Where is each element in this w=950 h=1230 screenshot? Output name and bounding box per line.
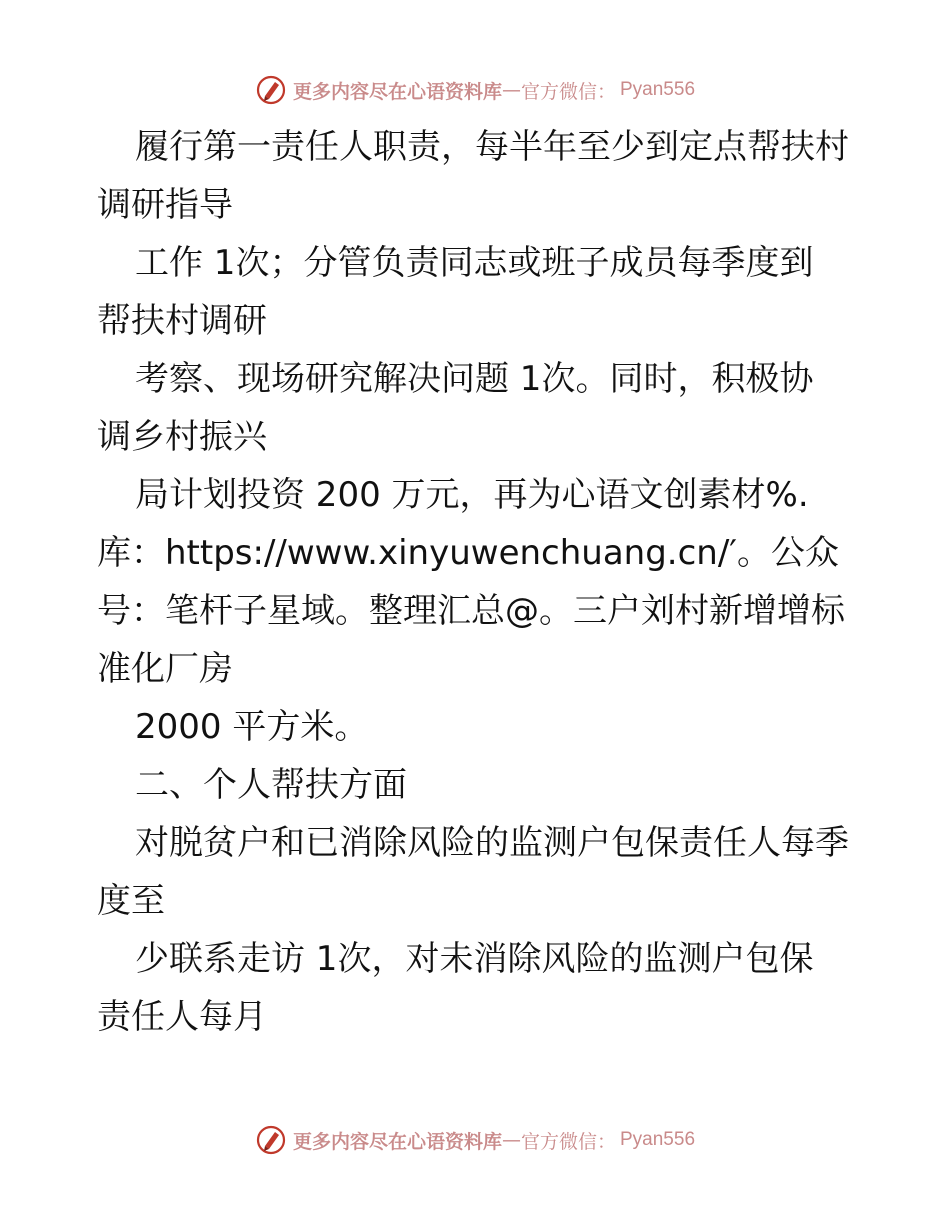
watermark-wechat-label: 官方微信： <box>520 80 616 103</box>
pen-logo-icon <box>255 1124 287 1156</box>
watermark-banner-bottom <box>0 1120 950 1160</box>
watermark-wechat-id: Pyan556 <box>620 1129 696 1150</box>
text-line: 度至 <box>97 881 165 921</box>
text-line: 少联系走访 1次，对未消除风险的监测户包保 <box>135 939 814 979</box>
watermark-wechat-id: Pyan556 <box>620 79 696 100</box>
watermark-wechat-label: 官方微信： <box>520 1130 616 1153</box>
watermark-brand: 更多内容尽在心语资料库 <box>292 1130 502 1153</box>
text-line: 责任人每月 <box>97 997 267 1037</box>
text-line: 2000 平方米。 <box>135 707 369 747</box>
pen-logo-icon <box>255 74 287 106</box>
watermark-brand: 更多内容尽在心语资料库 <box>292 80 502 103</box>
text-line: 准化厂房 <box>97 649 233 689</box>
text-line: 调研指导 <box>97 185 233 225</box>
text-line: 号：笔杆子星域。整理汇总@。三户刘村新增增标 <box>97 591 845 631</box>
text-line: 调乡村振兴 <box>97 417 267 457</box>
watermark-separator: — <box>501 1129 521 1151</box>
watermark-banner-top <box>0 70 950 110</box>
text-line: 帮扶村调研 <box>97 301 267 341</box>
text-line: 工作 1次；分管负责同志或班子成员每季度到 <box>135 243 814 283</box>
watermark-separator: — <box>501 79 521 101</box>
text-line: 二、个人帮扶方面 <box>135 765 407 805</box>
text-line: 局计划投资 200 万元，再为心语文创素材%. <box>135 475 809 515</box>
text-line: 履行第一责任人职责，每半年至少到定点帮扶村 <box>135 127 849 167</box>
document-body <box>97 118 867 1046</box>
text-line: 考察、现场研究解决问题 1次。同时，积极协 <box>135 359 814 399</box>
text-line: 对脱贫户和已消除风险的监测户包保责任人每季 <box>135 823 849 863</box>
text-line: 库：https://www.xinyuwenchuang.cn/′。公众 <box>97 533 840 573</box>
